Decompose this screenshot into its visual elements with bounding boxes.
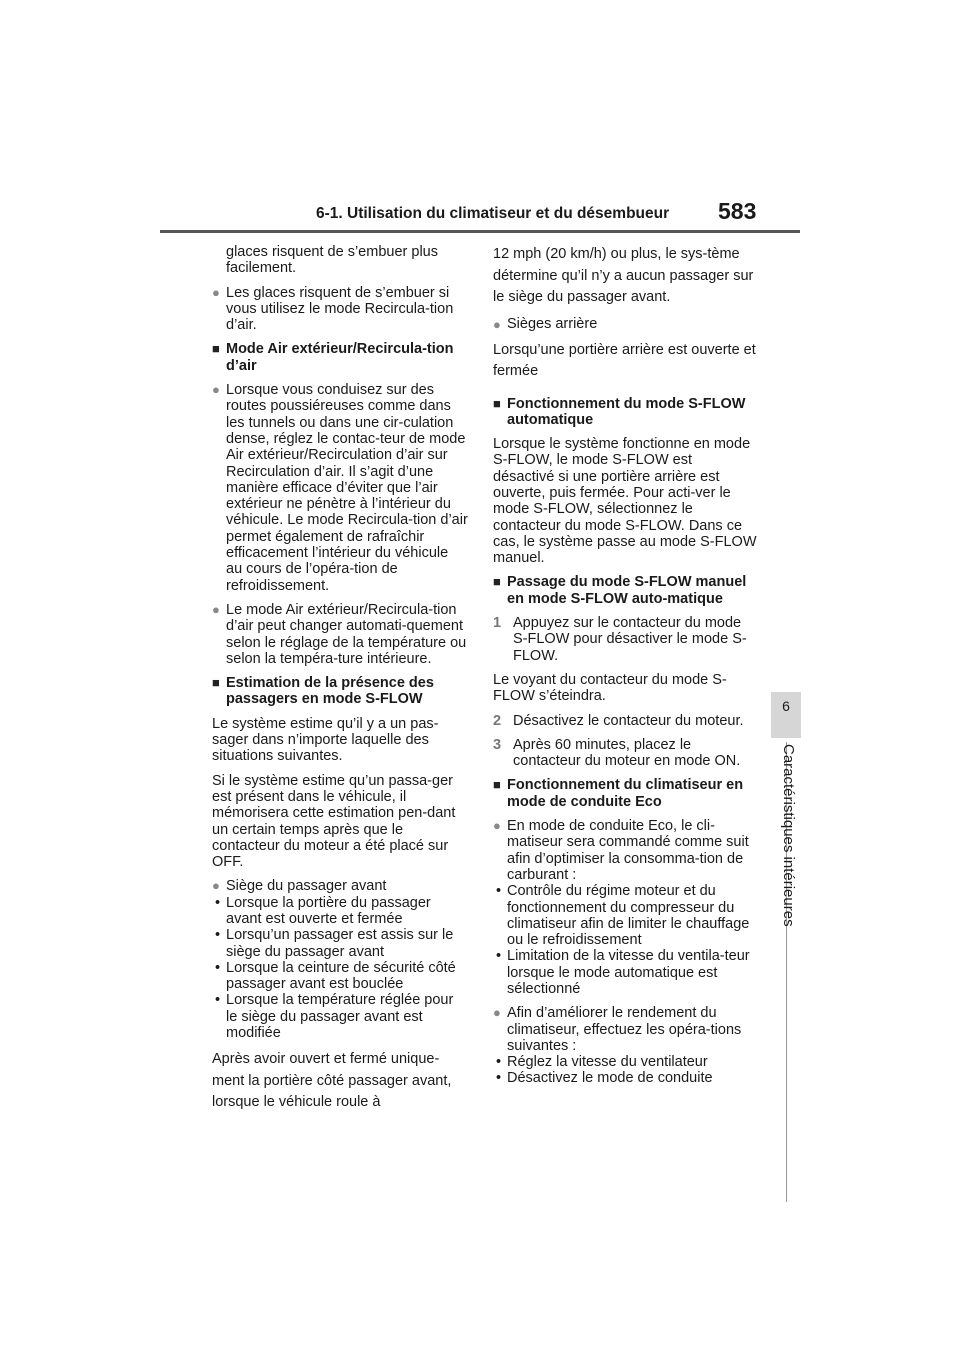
dot-icon: • [215,959,221,976]
dash-item [493,1054,757,1070]
subheading-text: Estimation de la présence des passagers en mode S-FLOW [226,675,434,708]
subheading-text: Mode Air extérieur/Recircula-tion d’air [226,341,454,374]
dash-text: Lorsque la ceinture de sécurité côté passager avant est bouclée [226,959,456,993]
section-title: 6-1. Utilisation du climatiseur et du désembueur [316,205,670,222]
dash-text: Réglez la vitesse du ventilateur [507,1054,708,1071]
left-column [212,244,468,1119]
dash-text: Limitation de la vitesse du ventila-teur lorsque le mode automatique est sélectionné [507,948,750,997]
bullet-icon: ● [493,316,501,332]
dot-icon: • [496,948,502,965]
bullet-item [212,285,468,334]
square-icon: ■ [212,675,220,691]
bullet-text: En mode de conduite Eco, le cli-matiseur sera commandé comme suit afin d’optimiser la consomma-tion de carburant : [507,818,749,883]
dot-icon: • [496,1054,502,1071]
dot-icon: • [496,883,502,900]
bullet-text: Lorsque vous conduisez sur des routes poussiéreuses comme dans les tunnels ou dans une cir-culation dense, réglez le contac-teur de mode Air extérieur/Recirculation d’air sur Recirculation d’air. Il s’agit d’une manière efficace d’éviter que l’air extérieur ne pénètre à l’intérieur du véhicule. Le mode Recircula-tion d’air permet également de rafraîchir efficacement l’intérieur du véhicule au cours de l’opéra-tion de refroidissement. [226,382,468,594]
dot-icon: • [215,992,221,1009]
step-number: 3 [493,736,502,753]
step-text: Après 60 minutes, placez le contacteur du moteur en mode ON. [513,736,741,770]
subheading [493,777,757,810]
right-column [493,244,757,1095]
square-icon: ■ [493,777,501,793]
dash-text: Lorsque la portière du passager avant est ouverte et fermée [226,894,431,927]
subheading-text: Passage du mode S-FLOW manuel en mode S-FLOW auto-matique [507,574,747,607]
square-icon: ■ [212,341,220,357]
dash-text: Lorsque la température réglée pour le siège du passager avant est modifiée [226,992,454,1042]
bullet-text: Les glaces risquent de s’embuer si vous utilisez le mode Recircula-tion d’air. [226,284,454,334]
bullet-text: Sièges arrière [507,315,598,332]
paragraph: glaces risquent de s’embuer plus facilement. [226,244,438,277]
paragraph: Le système estime qu’il y a un pas-sager dans n’importe laquelle des situations suivantes. [212,715,439,765]
header-rule [160,230,800,233]
paragraph: Si le système estime qu’un passa-ger est présent dans le véhicule, il mémorisera cette estimation pen-dant un certain temps après que le contacteur du moteur a été placé sur OFF. [212,772,456,871]
step-item [493,713,757,729]
step-item [493,737,757,770]
paragraph: Le voyant du contacteur du mode S-FLOW s’éteindra. [493,671,727,705]
square-icon: ■ [493,574,501,590]
bullet-icon: ● [212,878,220,894]
dot-icon: • [496,1070,502,1087]
dash-list [493,1054,757,1087]
subheading [493,396,757,429]
step-number: 1 [493,615,502,632]
paragraph: Lorsqu’une portière arrière est ouverte et fermée [493,341,756,379]
bullet-text: Le mode Air extérieur/Recircula-tion d’air peut changer automati-quement selon le réglage de la température ou selon la tempéra-ture intérieure. [226,601,467,667]
subheading [212,341,468,374]
paragraph: Après avoir ouvert et fermé unique-ment la portière côté passager avant, lorsque le véhicule roule à [212,1051,452,1111]
bullet-text: Afin d’améliorer le rendement du climatiseur, effectuez les opéra-tions suivantes : [507,1005,742,1054]
paragraph: Lorsque le système fonctionne en mode S-FLOW, le mode S-FLOW est désactivé si une portière arrière est ouverte, puis fermée. Pour acti-ver le mode S-FLOW, sélectionnez le contacteur du mode S-FLOW. Dans ce cas, le système passe au mode S-FLOW manuel. [493,436,757,567]
bullet-icon: ● [212,284,220,300]
dash-list [493,883,757,997]
bullet-icon: ● [212,382,220,398]
bullet-item [493,818,757,883]
page-number: 583 [718,198,757,224]
dash-item [212,992,468,1041]
subheading-text: Fonctionnement du mode S-FLOW automatique [507,395,746,428]
dash-list [212,895,468,1042]
step-item [493,615,757,664]
bullet-icon: ● [493,1005,501,1021]
subheading [493,574,757,607]
bullet-item [212,602,468,667]
dash-text: Contrôle du régime moteur et du fonctionnement du compresseur du climatiseur afin de limiter le chauffage ou le refroidissement [507,883,750,949]
chapter-tab-number: 6 [782,698,790,714]
dash-item [493,883,757,948]
dash-text: Désactivez le mode de conduite [507,1070,713,1087]
subheading-text: Fonctionnement du climatiseur en mode de conduite Eco [507,777,744,810]
dash-item [212,927,468,960]
dash-item [493,1070,757,1086]
paragraph: 12 mph (20 km/h) ou plus, le sys-tème détermine qu’il n’y a aucun passager sur le siège du passager avant. [493,246,754,305]
bullet-item [212,878,468,894]
subheading [212,675,468,708]
bullet-item [493,314,757,335]
bullet-icon: ● [493,818,501,834]
bullet-item [493,1005,757,1054]
dash-text: Lorsqu’un passager est assis sur le siège du passager avant [226,927,454,960]
dash-item [493,948,757,997]
step-text: Appuyez sur le contacteur du mode S-FLOW pour désactiver le mode S-FLOW. [513,615,747,664]
bullet-text: Siège du passager avant [226,878,387,895]
dot-icon: • [215,894,221,911]
dash-item [212,895,468,928]
dash-item [212,960,468,993]
bullet-item [212,382,468,594]
step-number: 2 [493,712,502,729]
bullet-icon: ● [212,601,220,617]
square-icon: ■ [493,395,501,411]
dot-icon: • [215,927,221,944]
chapter-label: Caractéristiques intérieures [780,744,797,927]
step-text: Désactivez le contacteur du moteur. [513,712,744,729]
